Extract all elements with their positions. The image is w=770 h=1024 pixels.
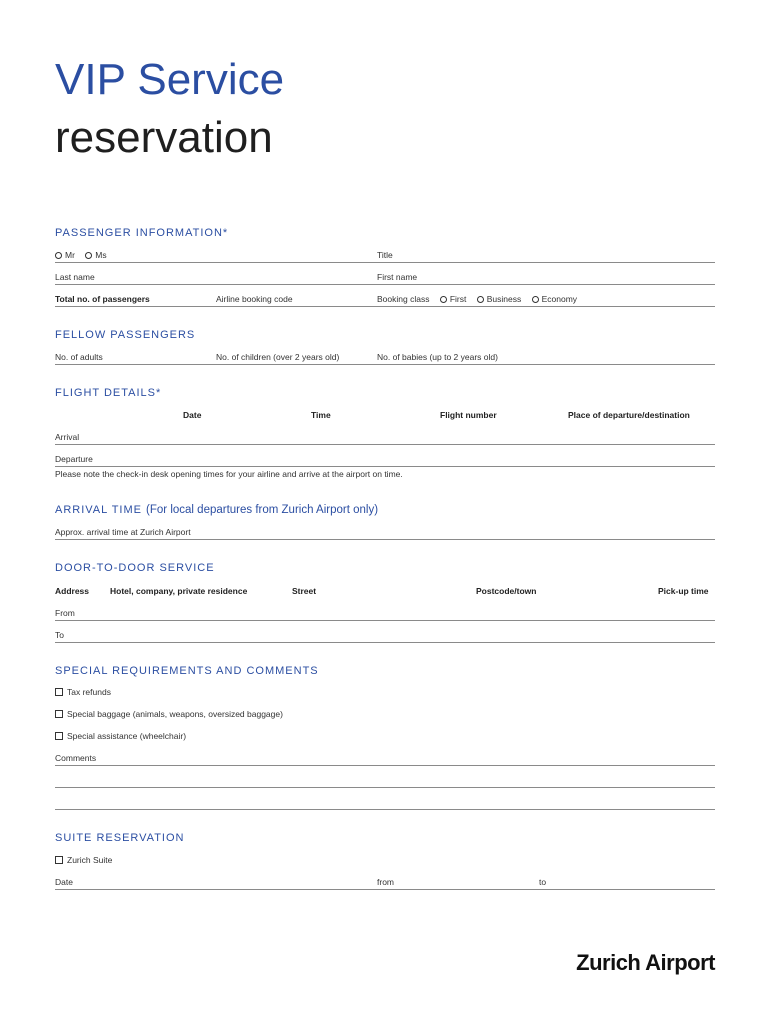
door-heading: DOOR-TO-DOOR SERVICE	[55, 562, 215, 574]
booking-class-group	[377, 294, 577, 305]
special-baggage-option[interactable]	[55, 709, 283, 720]
first-class-circle[interactable]	[440, 296, 447, 303]
business-class-radio[interactable]	[477, 294, 522, 305]
booking-code-label: Airline booking code	[216, 294, 293, 304]
suite-date-field[interactable]	[55, 889, 715, 890]
door-from-label: From	[55, 608, 75, 618]
flight-col-place: Place of departure/destination	[568, 410, 690, 420]
last-name-label: Last name	[55, 272, 95, 282]
door-to-label: To	[55, 630, 64, 640]
comments-label: Comments	[55, 753, 97, 763]
special-assistance-label: Special assistance (wheelchair)	[67, 731, 187, 741]
arrival-time-subheading: (For local departures from Zurich Airport only)	[146, 504, 379, 516]
first-class-label: First	[449, 294, 467, 304]
booking-field[interactable]	[55, 306, 715, 307]
special-assistance-checkbox[interactable]	[55, 732, 63, 740]
passenger-heading: PASSENGER INFORMATION*	[55, 227, 229, 239]
door-col-street: Street	[292, 586, 317, 596]
door-to-field[interactable]	[55, 642, 715, 643]
economy-class-radio[interactable]	[532, 294, 577, 305]
business-class-label: Business	[486, 294, 522, 304]
suite-to-label: to	[539, 877, 547, 887]
salutation-group	[55, 250, 107, 261]
arrival-label: Arrival	[55, 432, 80, 442]
adults-label: No. of adults	[55, 352, 103, 362]
zurich-suite-label: Zurich Suite	[67, 855, 113, 865]
arrival-field[interactable]	[55, 444, 715, 445]
arrival-time-heading: ARRIVAL TIME	[55, 504, 142, 516]
door-col-postcode: Postcode/town	[476, 586, 537, 596]
ms-radio[interactable]	[85, 250, 106, 261]
suite-heading: SUITE RESERVATION	[55, 832, 185, 844]
comments-field-2[interactable]	[55, 787, 715, 788]
door-col-pickup: Pick-up time	[658, 586, 709, 596]
fellow-heading: FELLOW PASSENGERS	[55, 329, 196, 341]
flight-note: Please note the check-in desk opening times for your airline and arrive at the airport on time.	[55, 469, 403, 479]
tax-refunds-option[interactable]	[55, 687, 111, 698]
total-passengers-label: Total no. of passengers	[55, 294, 150, 304]
flight-col-number: Flight number	[440, 410, 497, 420]
mr-radio-circle[interactable]	[55, 252, 62, 259]
mr-label: Mr	[65, 250, 75, 260]
approx-arrival-label: Approx. arrival time at Zurich Airport	[55, 527, 191, 537]
special-heading: SPECIAL REQUIREMENTS AND COMMENTS	[55, 665, 319, 677]
zurich-suite-checkbox[interactable]	[55, 856, 63, 864]
babies-label: No. of babies (up to 2 years old)	[377, 352, 498, 362]
approx-arrival-field[interactable]	[55, 539, 715, 540]
comments-field-3[interactable]	[55, 809, 715, 810]
suite-date-label: Date	[55, 877, 73, 887]
tax-refunds-checkbox[interactable]	[55, 688, 63, 696]
children-label: No. of children (over 2 years old)	[216, 352, 340, 362]
tax-refunds-label: Tax refunds	[67, 687, 111, 697]
title-field[interactable]	[55, 262, 715, 263]
ms-label: Ms	[95, 250, 107, 260]
first-name-label: First name	[377, 272, 418, 282]
special-baggage-checkbox[interactable]	[55, 710, 63, 718]
name-field[interactable]	[55, 284, 715, 285]
economy-class-circle[interactable]	[532, 296, 539, 303]
comments-field-1[interactable]	[55, 765, 715, 766]
mr-radio[interactable]	[55, 250, 75, 261]
booking-class-label: Booking class	[377, 294, 430, 304]
first-class-radio[interactable]	[440, 294, 467, 305]
page-title: VIP Service	[55, 55, 285, 104]
special-baggage-label: Special baggage (animals, weapons, oversized baggage)	[67, 709, 283, 719]
door-col-hotel: Hotel, company, private residence	[110, 586, 248, 596]
ms-radio-circle[interactable]	[85, 252, 92, 259]
fellow-field[interactable]	[55, 364, 715, 365]
departure-label: Departure	[55, 454, 93, 464]
title-label: Title	[377, 250, 393, 260]
special-assistance-option[interactable]	[55, 731, 186, 742]
flight-col-date: Date	[183, 410, 202, 420]
departure-field[interactable]	[55, 466, 715, 467]
zurich-airport-logo: Zurich Airport	[576, 950, 715, 975]
zurich-suite-option[interactable]	[55, 855, 112, 866]
suite-from-label: from	[377, 877, 394, 887]
economy-class-label: Economy	[541, 294, 578, 304]
flight-heading: FLIGHT DETAILS*	[55, 387, 162, 399]
arrival-time-heading-group	[55, 503, 378, 517]
business-class-circle[interactable]	[477, 296, 484, 303]
flight-col-time: Time	[311, 410, 331, 420]
door-address-label: Address	[55, 586, 90, 596]
door-from-field[interactable]	[55, 620, 715, 621]
page-subtitle: reservation	[55, 113, 273, 162]
